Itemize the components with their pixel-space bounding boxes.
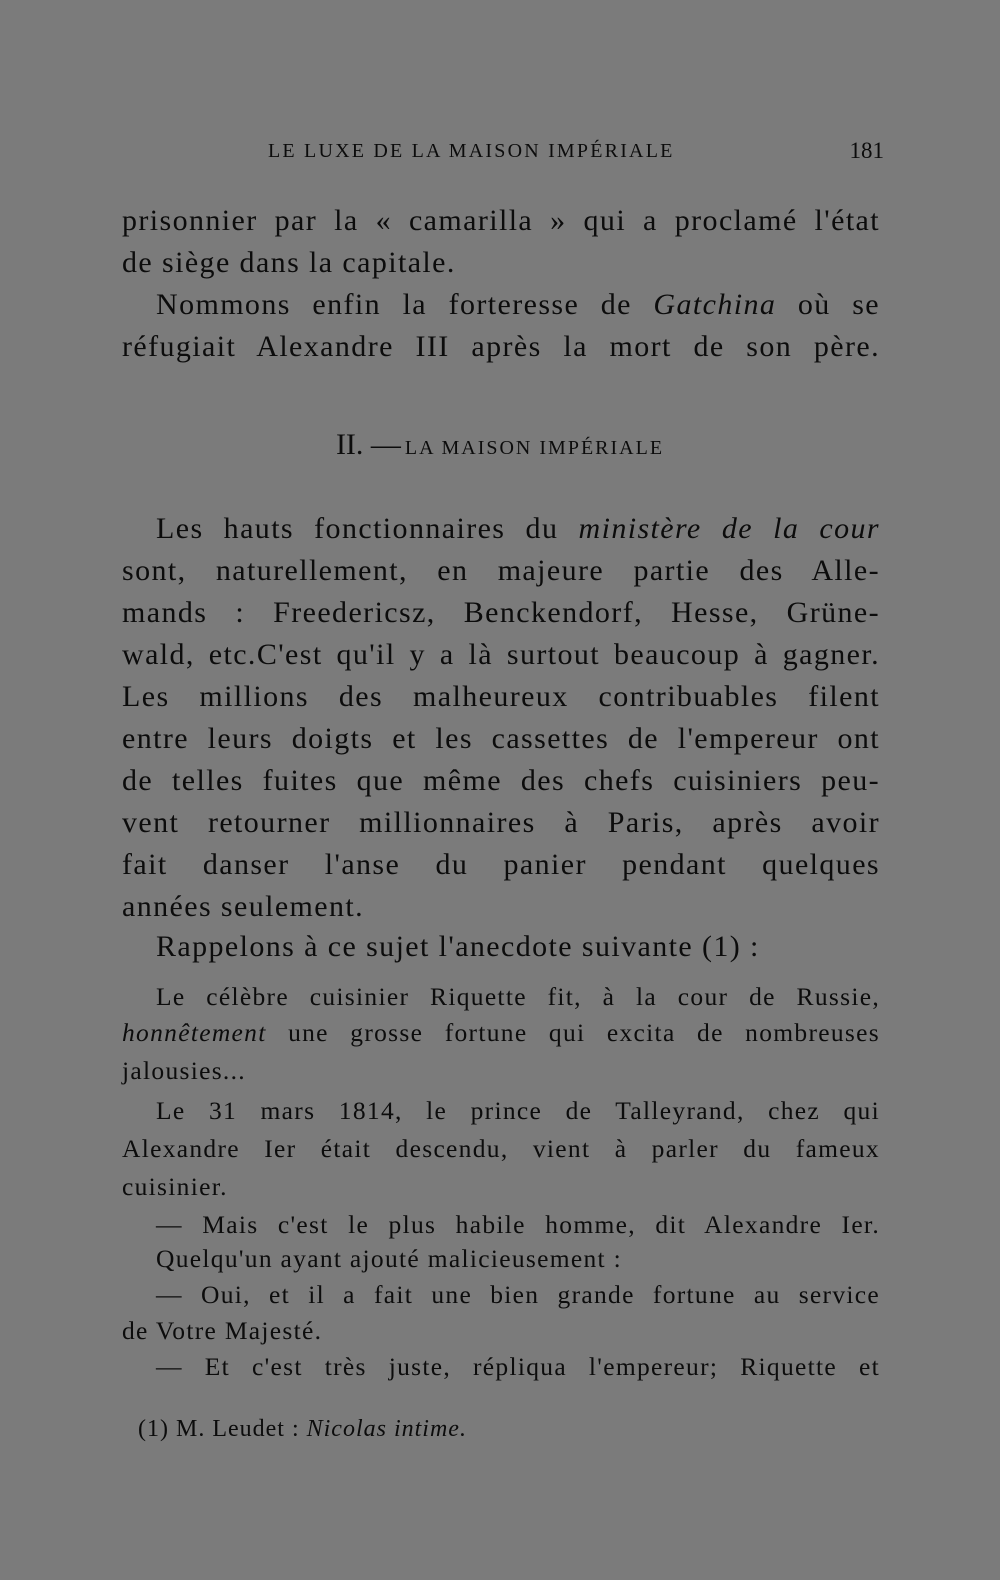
text-line: Rappelons à ce sujet l'anecdote suivante (1) :	[156, 930, 760, 963]
text-run: où se	[776, 288, 880, 321]
quote-line	[122, 1018, 880, 1048]
text-run: une grosse fortune qui excita de nombreuses	[266, 1018, 880, 1047]
text-line: réfugiait Alexandre III après la mort de son père.	[122, 330, 880, 363]
quote-line: de Votre Majesté.	[122, 1316, 323, 1345]
text-line: années seulement.	[122, 890, 365, 923]
text-line: Les millions des malheureux contribuables filent	[122, 680, 880, 713]
quote-line: — Oui, et il a fait une bien grande fortune au service	[156, 1280, 880, 1309]
text-line: sont, naturellement, en majeure partie des Alle-	[122, 554, 880, 587]
text-line: entre leurs doigts et les cassettes de l'empereur ont	[122, 722, 880, 755]
text-line: fait danser l'anse du panier pendant quelques	[122, 848, 880, 881]
text-run: Nommons enfin la forteresse de	[156, 288, 654, 321]
text-line: de siège dans la capitale.	[122, 246, 456, 279]
text-line: mands : Freedericsz, Benckendorf, Hesse, Grüne-	[122, 596, 880, 629]
text-line: prisonnier par la « camarilla » qui a proclamé l'état	[122, 204, 880, 237]
running-header	[120, 138, 890, 168]
text-line: wald, etc.C'est qu'il y a là surtout beaucoup à gagner.	[122, 638, 880, 671]
quote-line: jalousies...	[122, 1056, 246, 1085]
quote-line: — Et c'est très juste, répliqua l'empereur; Riquette et	[156, 1352, 880, 1381]
text-line	[122, 512, 880, 546]
text-run: Les hauts fonctionnaires du	[156, 512, 579, 545]
footnote	[138, 1416, 467, 1443]
section-title: LA MAISON IMPÉRIALE	[404, 437, 665, 459]
page-number: 181	[849, 138, 884, 163]
footnote-title: Nicolas intime.	[306, 1416, 467, 1442]
running-title: LE LUXE DE LA MAISON IMPÉRIALE	[268, 140, 675, 162]
text-line: vent retourner millionnaires à Paris, après avoir	[122, 806, 880, 839]
quote-line: cuisinier.	[122, 1172, 228, 1201]
text-line: de telles fuites que même des chefs cuisiniers peu-	[122, 764, 880, 797]
footnote-text: (1) M. Leudet :	[138, 1416, 307, 1442]
italic-run: ministère de la cour	[578, 512, 880, 545]
place-name-italic: Gatchina	[653, 288, 777, 321]
quote-line: Le célèbre cuisinier Riquette fit, à la cour de Russie,	[156, 982, 880, 1011]
quote-line: — Mais c'est le plus habile homme, dit Alexandre Ier.	[156, 1210, 880, 1239]
quote-line: Quelqu'un ayant ajouté malicieusement :	[156, 1244, 622, 1273]
section-number: II. —	[335, 428, 401, 461]
quote-line: Le 31 mars 1814, le prince de Talleyrand, chez qui	[156, 1096, 880, 1125]
section-heading	[0, 428, 1000, 462]
text-line	[122, 288, 880, 322]
quote-line: Alexandre Ier était descendu, vient à parler du fameux	[122, 1134, 880, 1163]
italic-run: honnêtement	[122, 1018, 267, 1047]
